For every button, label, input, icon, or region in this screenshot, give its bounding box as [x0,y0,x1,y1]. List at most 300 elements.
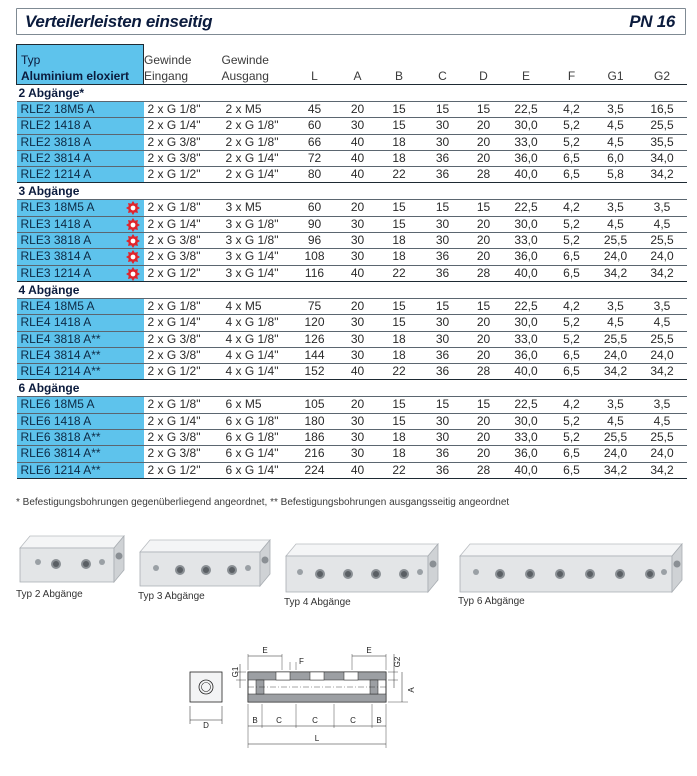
cell-b: 18 [378,347,421,363]
cell-c: 36 [421,347,465,363]
group-label: 4 Abgänge [17,281,687,298]
cell-g1: 25,5 [594,233,638,249]
cell-b: 15 [378,216,421,232]
header-inlet-top: Gewinde [144,53,192,67]
cell-d: 20 [465,249,503,265]
cell-g2: 25,5 [638,331,687,347]
group-label: 3 Abgänge [17,183,687,200]
type-code: RLE4 1418 A [20,315,92,330]
cell-f: 5,2 [550,430,594,446]
cell-outlet: 2 x G 1/8" [222,118,292,134]
cell-f: 4,2 [550,397,594,413]
cell-a: 30 [338,413,378,429]
type-code: RLE6 1418 A [20,413,92,428]
cell-d: 20 [465,446,503,462]
cell-c: 36 [421,446,465,462]
cell-d: 20 [465,413,503,429]
header-col-e: E [521,69,530,83]
new-badge-icon [126,267,140,281]
cell-e: 33,0 [503,331,550,347]
pressure-rating: PN 16 [629,11,675,31]
cell-a: 30 [338,216,378,232]
cell-b: 15 [378,397,421,413]
type-code: RLE6 3818 A** [20,430,101,445]
cell-b: 15 [378,315,421,331]
cell-b: 18 [378,430,421,446]
cell-e: 30,0 [503,216,550,232]
cell-type [17,462,144,478]
cell-l: 180 [292,413,338,429]
cell-c: 36 [421,462,465,478]
cell-inlet: 2 x G 3/8" [144,249,222,265]
cell-a: 40 [338,265,378,281]
new-badge-icon [126,250,140,264]
cell-inlet: 2 x G 1/2" [144,462,222,478]
header-type [17,45,144,85]
cell-g1: 24,0 [594,446,638,462]
cell-inlet: 2 x G 3/8" [144,430,222,446]
cell-c: 36 [421,364,465,380]
cell-type [17,397,144,413]
cell-l: 105 [292,397,338,413]
cell-d: 28 [465,265,503,281]
cell-d: 28 [465,364,503,380]
cell-g2: 4,5 [638,216,687,232]
cell-a: 30 [338,118,378,134]
dim-label-f: F [299,657,304,666]
cell-f: 6,5 [550,347,594,363]
cell-e: 22,5 [503,102,550,118]
cell-g1: 4,5 [594,216,638,232]
cell-f: 6,5 [550,150,594,166]
table-row [17,200,687,216]
cell-b: 15 [378,298,421,314]
group-label: 2 Abgänge* [17,85,687,102]
cell-l: 120 [292,315,338,331]
cell-f: 5,2 [550,413,594,429]
new-badge-icon [126,201,140,215]
cell-outlet: 4 x G 1/8" [222,331,292,347]
cell-e: 33,0 [503,134,550,150]
cell-type [17,315,144,331]
cell-f: 4,2 [550,298,594,314]
cell-outlet: 2 x M5 [222,102,292,118]
table-row [17,364,687,380]
cell-c: 30 [421,216,465,232]
photo-caption-typ-3: Typ 3 Abgänge [138,591,205,602]
cell-type [17,150,144,166]
cell-d: 20 [465,331,503,347]
title-bar [16,8,686,35]
cell-d: 15 [465,102,503,118]
cell-g2: 25,5 [638,430,687,446]
header-outlet [222,45,292,85]
dim-label-d: D [203,721,209,730]
table-row [17,331,687,347]
dim-label-e-right: E [366,646,372,655]
cell-a: 20 [338,102,378,118]
cell-outlet: 6 x G 1/4" [222,462,292,478]
cell-f: 4,2 [550,200,594,216]
cell-c: 30 [421,118,465,134]
photo-typ-4 [282,538,442,602]
header-inlet [144,45,222,85]
cell-type [17,118,144,134]
cell-e: 22,5 [503,298,550,314]
cell-b: 18 [378,331,421,347]
table-row [17,347,687,363]
cell-b: 18 [378,249,421,265]
header-col-d: D [479,69,488,83]
cell-l: 96 [292,233,338,249]
group-header-row [17,85,687,102]
table-row [17,249,687,265]
cell-g1: 4,5 [594,118,638,134]
cell-type [17,265,144,281]
cell-outlet: 3 x G 1/8" [222,233,292,249]
cell-a: 40 [338,150,378,166]
cell-l: 66 [292,134,338,150]
cell-e: 33,0 [503,430,550,446]
cell-e: 40,0 [503,167,550,183]
cell-f: 6,5 [550,249,594,265]
cell-inlet: 2 x G 1/2" [144,265,222,281]
cell-d: 28 [465,462,503,478]
cell-g1: 4,5 [594,134,638,150]
cell-c: 30 [421,413,465,429]
table-row [17,397,687,413]
cell-type [17,298,144,314]
header-col-a: A [353,69,362,83]
cell-d: 20 [465,216,503,232]
cell-b: 15 [378,200,421,216]
cell-outlet: 2 x G 1/8" [222,134,292,150]
cell-inlet: 2 x G 1/8" [144,397,222,413]
cell-f: 6,5 [550,364,594,380]
cell-b: 15 [378,118,421,134]
side-view [190,672,222,730]
photo-caption-typ-4: Typ 4 Abgänge [284,597,351,608]
cell-l: 80 [292,167,338,183]
cell-c: 30 [421,233,465,249]
type-code: RLE4 18M5 A [20,298,95,313]
cell-e: 40,0 [503,364,550,380]
cell-g1: 6,0 [594,150,638,166]
cell-type [17,249,144,265]
dim-label-l: L [314,734,320,743]
cell-type [17,331,144,347]
cell-l: 75 [292,298,338,314]
cell-e: 30,0 [503,413,550,429]
cell-g2: 24,0 [638,446,687,462]
cell-g2: 4,5 [638,413,687,429]
table-header-row [17,45,687,85]
cell-inlet: 2 x G 1/2" [144,167,222,183]
cell-f: 6,5 [550,265,594,281]
new-badge-icon [126,234,140,248]
cell-inlet: 2 x G 1/8" [144,298,222,314]
cell-c: 15 [421,102,465,118]
group-header-row [17,281,687,298]
cell-type [17,364,144,380]
cell-l: 45 [292,102,338,118]
cell-g2: 4,5 [638,315,687,331]
type-code: RLE2 1418 A [20,118,92,133]
cell-b: 15 [378,102,421,118]
cell-c: 36 [421,249,465,265]
cell-a: 40 [338,167,378,183]
cell-e: 22,5 [503,200,550,216]
type-code: RLE4 1214 A** [20,364,101,379]
cell-outlet: 3 x G 1/4" [222,249,292,265]
cell-l: 126 [292,331,338,347]
cell-inlet: 2 x G 3/8" [144,150,222,166]
cell-c: 36 [421,167,465,183]
cell-type [17,347,144,363]
dim-label-b-right: B [376,716,382,725]
cell-outlet: 3 x G 1/8" [222,216,292,232]
cell-inlet: 2 x G 1/4" [144,315,222,331]
footnote: * Befestigungsbohrungen gegenüberliegend angeordnet, ** Befestigungsbohrungen ausgangsseitig angeordnet [16,497,510,508]
cell-inlet: 2 x G 3/8" [144,347,222,363]
cell-g2: 3,5 [638,200,687,216]
cell-d: 20 [465,430,503,446]
cell-e: 36,0 [503,249,550,265]
cell-d: 15 [465,200,503,216]
dim-label-g1: G1 [231,666,240,678]
cell-g1: 3,5 [594,200,638,216]
cell-g1: 34,2 [594,462,638,478]
technical-drawing [186,644,436,772]
cell-b: 22 [378,167,421,183]
cell-f: 5,2 [550,315,594,331]
table-row [17,118,687,134]
cell-inlet: 2 x G 1/4" [144,413,222,429]
cell-c: 15 [421,397,465,413]
cell-e: 30,0 [503,118,550,134]
cell-a: 40 [338,462,378,478]
cell-b: 22 [378,462,421,478]
dim-label-a: A [407,687,416,693]
cell-e: 30,0 [503,315,550,331]
cell-inlet: 2 x G 1/4" [144,118,222,134]
cell-g1: 5,8 [594,167,638,183]
header-col-g2: G2 [653,69,670,83]
cell-g2: 3,5 [638,298,687,314]
cell-outlet: 4 x M5 [222,298,292,314]
type-code: RLE2 3814 A [20,150,92,165]
cell-f: 5,2 [550,134,594,150]
group-label: 6 Abgänge [17,380,687,397]
cell-c: 30 [421,315,465,331]
type-code: RLE2 3818 A [20,134,92,149]
cell-inlet: 2 x G 3/8" [144,233,222,249]
cell-a: 20 [338,298,378,314]
cell-type [17,102,144,118]
table-row [17,298,687,314]
cell-l: 108 [292,249,338,265]
cell-inlet: 2 x G 1/4" [144,216,222,232]
cell-d: 20 [465,347,503,363]
cell-outlet: 6 x G 1/4" [222,446,292,462]
cell-g1: 24,0 [594,347,638,363]
cell-f: 5,2 [550,118,594,134]
header-col-l: L [311,69,318,83]
cell-a: 30 [338,430,378,446]
cell-l: 216 [292,446,338,462]
type-code: RLE3 1214 A [20,265,92,280]
page-title: Verteilerleisten einseitig [25,11,213,31]
cell-g1: 4,5 [594,413,638,429]
cell-l: 144 [292,347,338,363]
table-row [17,265,687,281]
table-row [17,462,687,478]
header-outlet-bottom: Ausgang [221,69,269,83]
cell-e: 22,5 [503,397,550,413]
new-badge-icon [126,218,140,232]
type-code: RLE6 1214 A** [20,462,101,477]
cell-e: 36,0 [503,347,550,363]
cell-outlet: 3 x G 1/4" [222,265,292,281]
cell-l: 116 [292,265,338,281]
cell-inlet: 2 x G 1/8" [144,102,222,118]
cell-f: 5,2 [550,216,594,232]
cell-g1: 4,5 [594,315,638,331]
cell-c: 30 [421,430,465,446]
header-typ-label: Typ [21,53,41,67]
header-col-g1: G1 [607,69,624,83]
cell-g1: 3,5 [594,397,638,413]
type-code: RLE6 3814 A** [20,446,101,461]
cell-type [17,446,144,462]
photo-caption-typ-2: Typ 2 Abgänge [16,589,83,600]
cell-inlet: 2 x G 3/8" [144,331,222,347]
cell-g1: 3,5 [594,102,638,118]
cell-outlet: 6 x G 1/8" [222,430,292,446]
cell-outlet: 4 x G 1/8" [222,315,292,331]
cell-g2: 25,5 [638,233,687,249]
cell-a: 30 [338,347,378,363]
cell-inlet: 2 x G 1/2" [144,364,222,380]
cell-g2: 24,0 [638,249,687,265]
type-code: RLE3 3818 A [20,233,92,248]
group-header-row [17,380,687,397]
cell-g2: 35,5 [638,134,687,150]
cell-d: 20 [465,134,503,150]
table-row [17,233,687,249]
cell-g2: 34,2 [638,462,687,478]
cell-g2: 24,0 [638,347,687,363]
cell-c: 15 [421,298,465,314]
section-view [231,646,416,748]
cell-d: 28 [465,167,503,183]
dim-label-b-left: B [252,716,258,725]
cell-f: 5,2 [550,331,594,347]
cell-f: 5,2 [550,233,594,249]
cell-type [17,134,144,150]
cell-g2: 16,5 [638,102,687,118]
type-code: RLE2 1214 A [20,167,92,182]
type-code: RLE6 18M5 A [20,397,95,412]
table-row [17,167,687,183]
header-col-c: C [438,69,447,83]
header-material-label: Aluminium eloxiert [21,69,130,83]
cell-outlet: 2 x G 1/4" [222,167,292,183]
cell-f: 6,5 [550,167,594,183]
cell-outlet: 3 x M5 [222,200,292,216]
cell-outlet: 4 x G 1/4" [222,347,292,363]
cell-inlet: 2 x G 3/8" [144,446,222,462]
cell-a: 30 [338,446,378,462]
cell-c: 30 [421,134,465,150]
header-inlet-bottom: Eingang [144,69,189,83]
cell-b: 15 [378,413,421,429]
cell-type [17,413,144,429]
cell-l: 72 [292,150,338,166]
photo-typ-3 [136,536,274,598]
cell-a: 40 [338,364,378,380]
header-outlet-top: Gewinde [221,53,269,67]
cell-type [17,167,144,183]
cell-a: 20 [338,397,378,413]
cell-g1: 34,2 [594,265,638,281]
cell-a: 20 [338,200,378,216]
cell-b: 18 [378,233,421,249]
header-col-b: B [394,69,403,83]
cell-b: 18 [378,134,421,150]
cell-b: 18 [378,446,421,462]
cell-e: 36,0 [503,150,550,166]
photo-caption-typ-6: Typ 6 Abgänge [458,596,525,607]
cell-outlet: 6 x G 1/8" [222,413,292,429]
group-header-row [17,183,687,200]
cell-type [17,216,144,232]
photo-typ-2 [16,530,128,592]
cell-c: 15 [421,200,465,216]
cell-a: 30 [338,249,378,265]
type-code: RLE4 3814 A** [20,347,101,362]
cell-a: 30 [338,331,378,347]
cell-a: 30 [338,233,378,249]
cell-b: 18 [378,150,421,166]
cell-g2: 34,2 [638,167,687,183]
spec-table [16,44,687,479]
cell-l: 90 [292,216,338,232]
cell-outlet: 6 x M5 [222,397,292,413]
cell-f: 4,2 [550,102,594,118]
cell-g2: 25,5 [638,118,687,134]
cell-l: 152 [292,364,338,380]
cell-e: 36,0 [503,446,550,462]
cell-d: 15 [465,397,503,413]
table-row [17,446,687,462]
table-row [17,102,687,118]
cell-g2: 3,5 [638,397,687,413]
cell-type [17,233,144,249]
dim-label-c-1: C [276,716,282,725]
cell-outlet: 2 x G 1/4" [222,150,292,166]
cell-g2: 34,2 [638,364,687,380]
cell-e: 40,0 [503,462,550,478]
cell-b: 22 [378,265,421,281]
type-code: RLE3 3814 A [20,249,92,264]
type-code: RLE3 18M5 A [20,200,95,215]
cell-d: 20 [465,118,503,134]
cell-inlet: 2 x G 1/8" [144,200,222,216]
table-row [17,315,687,331]
cell-c: 36 [421,265,465,281]
cell-c: 36 [421,150,465,166]
